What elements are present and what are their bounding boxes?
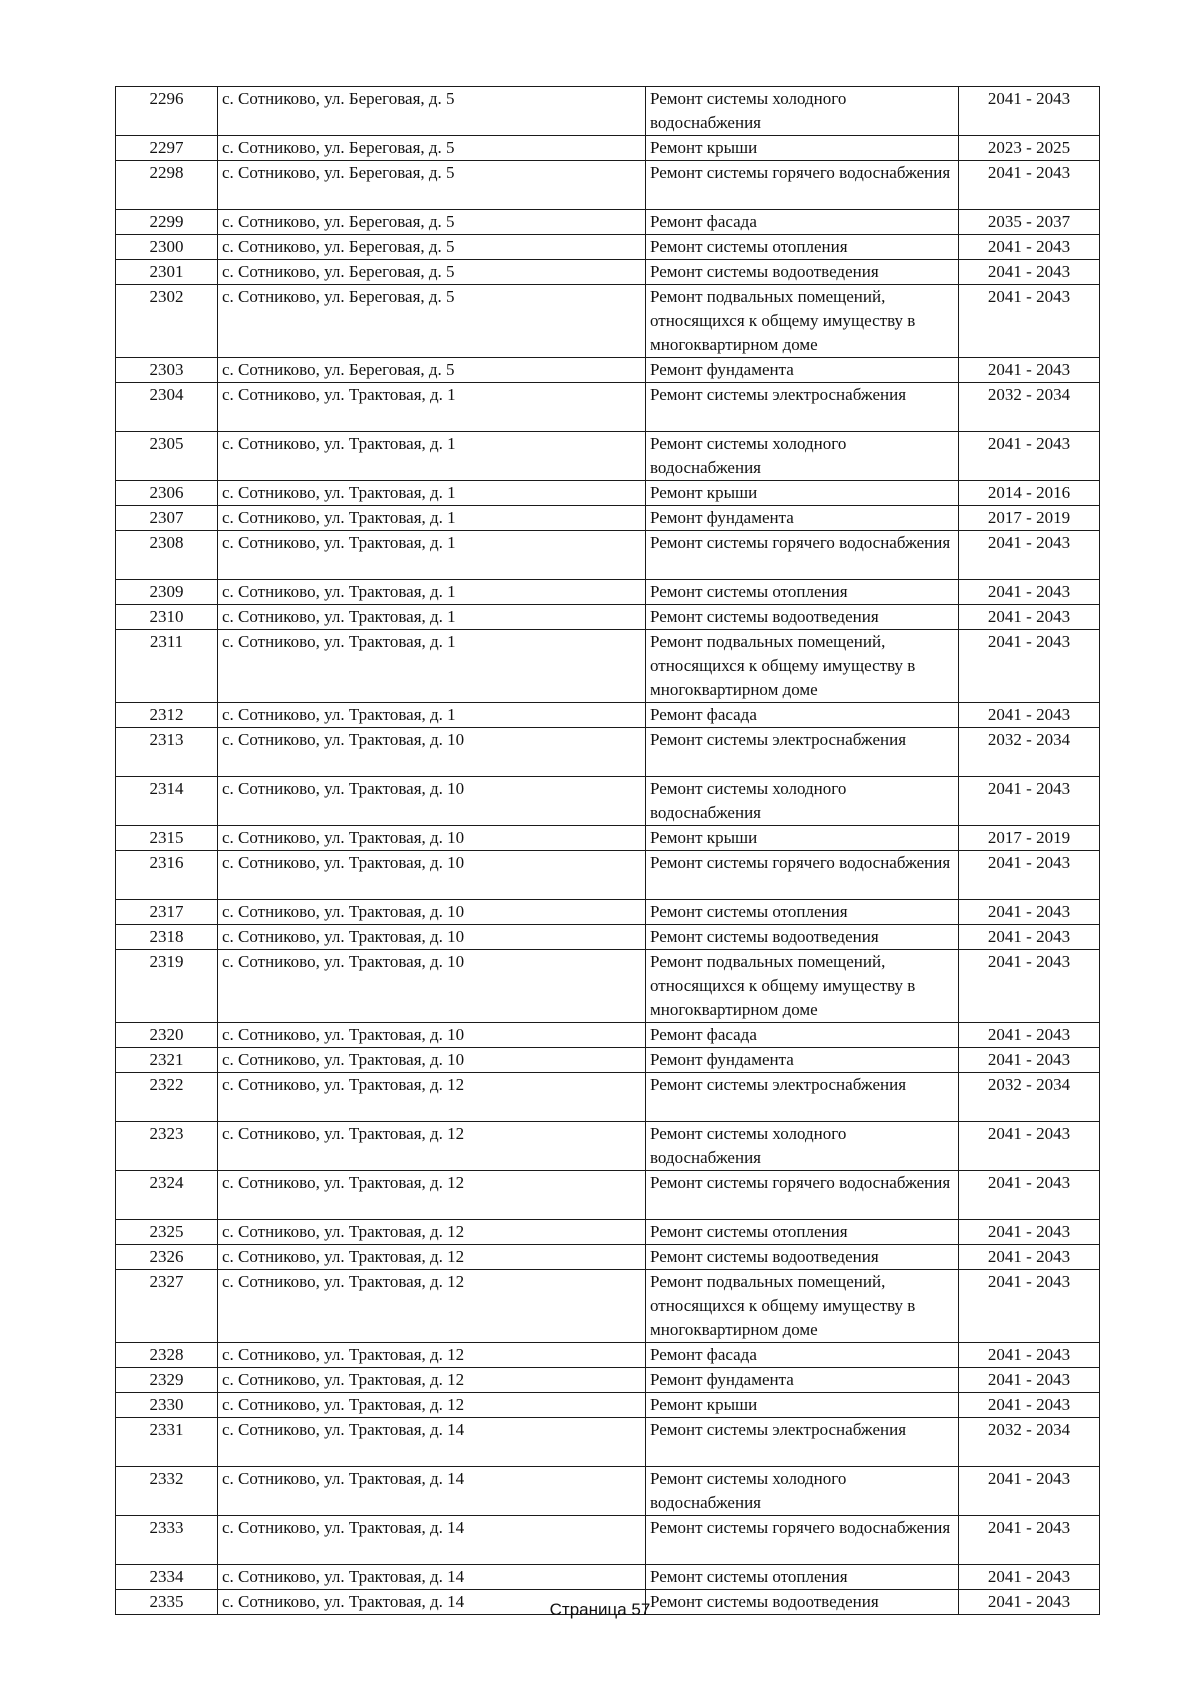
address-cell: с. Сотниково, ул. Трактовая, д. 10 <box>218 950 646 1023</box>
work-type-cell: Ремонт фундамента <box>646 1368 959 1393</box>
address-cell: с. Сотниково, ул. Трактовая, д. 12 <box>218 1343 646 1368</box>
page-number: Страница 57 <box>549 1600 651 1619</box>
work-type-cell: Ремонт системы горячего водоснабжения <box>646 531 959 580</box>
period-cell: 2041 - 2043 <box>959 235 1100 260</box>
period-cell: 2032 - 2034 <box>959 383 1100 432</box>
table-row <box>116 777 1100 826</box>
row-number: 2308 <box>116 531 218 580</box>
repair-schedule-table <box>115 86 1100 1615</box>
table-row <box>116 383 1100 432</box>
period-cell: 2041 - 2043 <box>959 285 1100 358</box>
period-cell: 2041 - 2043 <box>959 1467 1100 1516</box>
table-row <box>116 481 1100 506</box>
row-number: 2313 <box>116 728 218 777</box>
work-type-cell: Ремонт системы водоотведения <box>646 1590 959 1615</box>
address-cell: с. Сотниково, ул. Трактовая, д. 10 <box>218 900 646 925</box>
row-number: 2303 <box>116 358 218 383</box>
table-row <box>116 1171 1100 1220</box>
row-number: 2305 <box>116 432 218 481</box>
row-number: 2309 <box>116 580 218 605</box>
address-cell: с. Сотниково, ул. Трактовая, д. 1 <box>218 481 646 506</box>
row-number: 2310 <box>116 605 218 630</box>
period-cell: 2023 - 2025 <box>959 136 1100 161</box>
row-number: 2299 <box>116 210 218 235</box>
period-cell: 2032 - 2034 <box>959 1418 1100 1467</box>
work-type-cell: Ремонт крыши <box>646 826 959 851</box>
work-type-cell: Ремонт системы холодного водоснабжения <box>646 1122 959 1171</box>
row-number: 2324 <box>116 1171 218 1220</box>
table-row <box>116 506 1100 531</box>
address-cell: с. Сотниково, ул. Трактовая, д. 14 <box>218 1516 646 1565</box>
table-row <box>116 630 1100 703</box>
period-cell: 2041 - 2043 <box>959 1565 1100 1590</box>
row-number: 2306 <box>116 481 218 506</box>
work-type-cell: Ремонт крыши <box>646 481 959 506</box>
address-cell: с. Сотниково, ул. Трактовая, д. 1 <box>218 383 646 432</box>
period-cell: 2041 - 2043 <box>959 925 1100 950</box>
row-number: 2333 <box>116 1516 218 1565</box>
work-type-cell: Ремонт системы холодного водоснабжения <box>646 1467 959 1516</box>
row-number: 2330 <box>116 1393 218 1418</box>
table-row <box>116 260 1100 285</box>
table-row <box>116 1467 1100 1516</box>
period-cell: 2041 - 2043 <box>959 358 1100 383</box>
table-row <box>116 235 1100 260</box>
period-cell: 2041 - 2043 <box>959 1245 1100 1270</box>
address-cell: с. Сотниково, ул. Трактовая, д. 10 <box>218 925 646 950</box>
table-row <box>116 1122 1100 1171</box>
table-row <box>116 950 1100 1023</box>
row-number: 2316 <box>116 851 218 900</box>
table-row <box>116 285 1100 358</box>
address-cell: с. Сотниково, ул. Трактовая, д. 1 <box>218 703 646 728</box>
work-type-cell: Ремонт системы электроснабжения <box>646 1418 959 1467</box>
row-number: 2334 <box>116 1565 218 1590</box>
address-cell: с. Сотниково, ул. Береговая, д. 5 <box>218 161 646 210</box>
table-row <box>116 900 1100 925</box>
row-number: 2328 <box>116 1343 218 1368</box>
period-cell: 2041 - 2043 <box>959 1343 1100 1368</box>
table-row <box>116 851 1100 900</box>
work-type-cell: Ремонт фасада <box>646 1023 959 1048</box>
work-type-cell: Ремонт системы электроснабжения <box>646 728 959 777</box>
period-cell: 2032 - 2034 <box>959 728 1100 777</box>
address-cell: с. Сотниково, ул. Трактовая, д. 1 <box>218 630 646 703</box>
period-cell: 2014 - 2016 <box>959 481 1100 506</box>
row-number: 2331 <box>116 1418 218 1467</box>
row-number: 2327 <box>116 1270 218 1343</box>
period-cell: 2041 - 2043 <box>959 531 1100 580</box>
table-row <box>116 703 1100 728</box>
row-number: 2321 <box>116 1048 218 1073</box>
table-row <box>116 925 1100 950</box>
work-type-cell: Ремонт системы водоотведения <box>646 925 959 950</box>
row-number: 2311 <box>116 630 218 703</box>
address-cell: с. Сотниково, ул. Береговая, д. 5 <box>218 358 646 383</box>
work-type-cell: Ремонт фасада <box>646 210 959 235</box>
table-row <box>116 1270 1100 1343</box>
row-number: 2312 <box>116 703 218 728</box>
period-cell: 2041 - 2043 <box>959 1393 1100 1418</box>
period-cell: 2041 - 2043 <box>959 1270 1100 1343</box>
period-cell: 2041 - 2043 <box>959 1171 1100 1220</box>
address-cell: с. Сотниково, ул. Трактовая, д. 10 <box>218 777 646 826</box>
address-cell: с. Сотниково, ул. Трактовая, д. 12 <box>218 1073 646 1122</box>
work-type-cell: Ремонт фасада <box>646 1343 959 1368</box>
table-row <box>116 1343 1100 1368</box>
work-type-cell: Ремонт системы холодного водоснабжения <box>646 432 959 481</box>
row-number: 2300 <box>116 235 218 260</box>
address-cell: с. Сотниково, ул. Трактовая, д. 14 <box>218 1467 646 1516</box>
address-cell: с. Сотниково, ул. Трактовая, д. 14 <box>218 1418 646 1467</box>
address-cell: с. Сотниково, ул. Береговая, д. 5 <box>218 136 646 161</box>
period-cell: 2035 - 2037 <box>959 210 1100 235</box>
table-row <box>116 1245 1100 1270</box>
table-row <box>116 1393 1100 1418</box>
address-cell: с. Сотниково, ул. Трактовая, д. 12 <box>218 1270 646 1343</box>
address-cell: с. Сотниково, ул. Береговая, д. 5 <box>218 210 646 235</box>
address-cell: с. Сотниково, ул. Трактовая, д. 14 <box>218 1590 646 1615</box>
period-cell: 2041 - 2043 <box>959 950 1100 1023</box>
work-type-cell: Ремонт системы горячего водоснабжения <box>646 1516 959 1565</box>
work-type-cell: Ремонт системы водоотведения <box>646 605 959 630</box>
address-cell: с. Сотниково, ул. Трактовая, д. 10 <box>218 851 646 900</box>
table-row <box>116 358 1100 383</box>
address-cell: с. Сотниково, ул. Береговая, д. 5 <box>218 260 646 285</box>
table-row <box>116 87 1100 136</box>
period-cell: 2041 - 2043 <box>959 851 1100 900</box>
address-cell: с. Сотниково, ул. Трактовая, д. 12 <box>218 1220 646 1245</box>
address-cell: с. Сотниково, ул. Трактовая, д. 10 <box>218 1023 646 1048</box>
work-type-cell: Ремонт системы электроснабжения <box>646 1073 959 1122</box>
row-number: 2329 <box>116 1368 218 1393</box>
address-cell: с. Сотниково, ул. Трактовая, д. 10 <box>218 826 646 851</box>
row-number: 2323 <box>116 1122 218 1171</box>
row-number: 2296 <box>116 87 218 136</box>
period-cell: 2041 - 2043 <box>959 580 1100 605</box>
work-type-cell: Ремонт фасада <box>646 703 959 728</box>
table-body <box>116 87 1100 1615</box>
address-cell: с. Сотниково, ул. Береговая, д. 5 <box>218 87 646 136</box>
table-row <box>116 1220 1100 1245</box>
period-cell: 2041 - 2043 <box>959 161 1100 210</box>
row-number: 2297 <box>116 136 218 161</box>
work-type-cell: Ремонт системы водоотведения <box>646 260 959 285</box>
period-cell: 2041 - 2043 <box>959 1590 1100 1615</box>
row-number: 2318 <box>116 925 218 950</box>
period-cell: 2041 - 2043 <box>959 900 1100 925</box>
address-cell: с. Сотниково, ул. Трактовая, д. 12 <box>218 1122 646 1171</box>
row-number: 2335 <box>116 1590 218 1615</box>
table-row <box>116 605 1100 630</box>
table-row <box>116 1418 1100 1467</box>
period-cell: 2041 - 2043 <box>959 87 1100 136</box>
work-type-cell: Ремонт крыши <box>646 136 959 161</box>
period-cell: 2041 - 2043 <box>959 777 1100 826</box>
work-type-cell: Ремонт системы холодного водоснабжения <box>646 87 959 136</box>
row-number: 2298 <box>116 161 218 210</box>
work-type-cell: Ремонт фундамента <box>646 358 959 383</box>
work-type-cell: Ремонт фундамента <box>646 506 959 531</box>
work-type-cell: Ремонт системы горячего водоснабжения <box>646 851 959 900</box>
work-type-cell: Ремонт подвальных помещений, относящихся к общему имуществу в многоквартирном доме <box>646 1270 959 1343</box>
table-row <box>116 580 1100 605</box>
period-cell: 2032 - 2034 <box>959 1073 1100 1122</box>
table-row <box>116 1023 1100 1048</box>
row-number: 2307 <box>116 506 218 531</box>
period-cell: 2041 - 2043 <box>959 1516 1100 1565</box>
work-type-cell: Ремонт системы отопления <box>646 900 959 925</box>
table-row <box>116 1368 1100 1393</box>
period-cell: 2041 - 2043 <box>959 703 1100 728</box>
work-type-cell: Ремонт системы горячего водоснабжения <box>646 1171 959 1220</box>
address-cell: с. Сотниково, ул. Трактовая, д. 1 <box>218 580 646 605</box>
row-number: 2332 <box>116 1467 218 1516</box>
row-number: 2301 <box>116 260 218 285</box>
work-type-cell: Ремонт системы горячего водоснабжения <box>646 161 959 210</box>
table-row <box>116 161 1100 210</box>
work-type-cell: Ремонт фундамента <box>646 1048 959 1073</box>
work-type-cell: Ремонт системы отопления <box>646 1565 959 1590</box>
row-number: 2325 <box>116 1220 218 1245</box>
work-type-cell: Ремонт системы отопления <box>646 235 959 260</box>
table-row <box>116 728 1100 777</box>
row-number: 2326 <box>116 1245 218 1270</box>
table-row <box>116 1048 1100 1073</box>
period-cell: 2041 - 2043 <box>959 1048 1100 1073</box>
address-cell: с. Сотниково, ул. Трактовая, д. 10 <box>218 728 646 777</box>
table-row <box>116 1073 1100 1122</box>
table-row <box>116 136 1100 161</box>
period-cell: 2017 - 2019 <box>959 506 1100 531</box>
row-number: 2322 <box>116 1073 218 1122</box>
row-number: 2304 <box>116 383 218 432</box>
period-cell: 2041 - 2043 <box>959 432 1100 481</box>
address-cell: с. Сотниково, ул. Трактовая, д. 12 <box>218 1171 646 1220</box>
work-type-cell: Ремонт системы водоотведения <box>646 1245 959 1270</box>
address-cell: с. Сотниково, ул. Береговая, д. 5 <box>218 285 646 358</box>
work-type-cell: Ремонт крыши <box>646 1393 959 1418</box>
row-number: 2314 <box>116 777 218 826</box>
address-cell: с. Сотниково, ул. Трактовая, д. 14 <box>218 1565 646 1590</box>
work-type-cell: Ремонт подвальных помещений, относящихся к общему имуществу в многоквартирном доме <box>646 285 959 358</box>
period-cell: 2041 - 2043 <box>959 260 1100 285</box>
work-type-cell: Ремонт системы электроснабжения <box>646 383 959 432</box>
table-row <box>116 210 1100 235</box>
row-number: 2302 <box>116 285 218 358</box>
address-cell: с. Сотниково, ул. Трактовая, д. 10 <box>218 1048 646 1073</box>
period-cell: 2041 - 2043 <box>959 630 1100 703</box>
table-row <box>116 1565 1100 1590</box>
work-type-cell: Ремонт подвальных помещений, относящихся к общему имуществу в многоквартирном доме <box>646 950 959 1023</box>
row-number: 2319 <box>116 950 218 1023</box>
work-type-cell: Ремонт подвальных помещений, относящихся к общему имуществу в многоквартирном доме <box>646 630 959 703</box>
address-cell: с. Сотниково, ул. Береговая, д. 5 <box>218 235 646 260</box>
table-row <box>116 531 1100 580</box>
period-cell: 2041 - 2043 <box>959 1122 1100 1171</box>
address-cell: с. Сотниково, ул. Трактовая, д. 1 <box>218 432 646 481</box>
period-cell: 2041 - 2043 <box>959 605 1100 630</box>
period-cell: 2041 - 2043 <box>959 1368 1100 1393</box>
period-cell: 2041 - 2043 <box>959 1023 1100 1048</box>
row-number: 2317 <box>116 900 218 925</box>
period-cell: 2041 - 2043 <box>959 1220 1100 1245</box>
row-number: 2315 <box>116 826 218 851</box>
table-row <box>116 1516 1100 1565</box>
period-cell: 2017 - 2019 <box>959 826 1100 851</box>
work-type-cell: Ремонт системы холодного водоснабжения <box>646 777 959 826</box>
address-cell: с. Сотниково, ул. Трактовая, д. 1 <box>218 605 646 630</box>
work-type-cell: Ремонт системы отопления <box>646 580 959 605</box>
address-cell: с. Сотниково, ул. Трактовая, д. 12 <box>218 1393 646 1418</box>
address-cell: с. Сотниково, ул. Трактовая, д. 1 <box>218 506 646 531</box>
table-row <box>116 432 1100 481</box>
work-type-cell: Ремонт системы отопления <box>646 1220 959 1245</box>
row-number: 2320 <box>116 1023 218 1048</box>
address-cell: с. Сотниково, ул. Трактовая, д. 12 <box>218 1368 646 1393</box>
address-cell: с. Сотниково, ул. Трактовая, д. 1 <box>218 531 646 580</box>
address-cell: с. Сотниково, ул. Трактовая, д. 12 <box>218 1245 646 1270</box>
table-row <box>116 826 1100 851</box>
